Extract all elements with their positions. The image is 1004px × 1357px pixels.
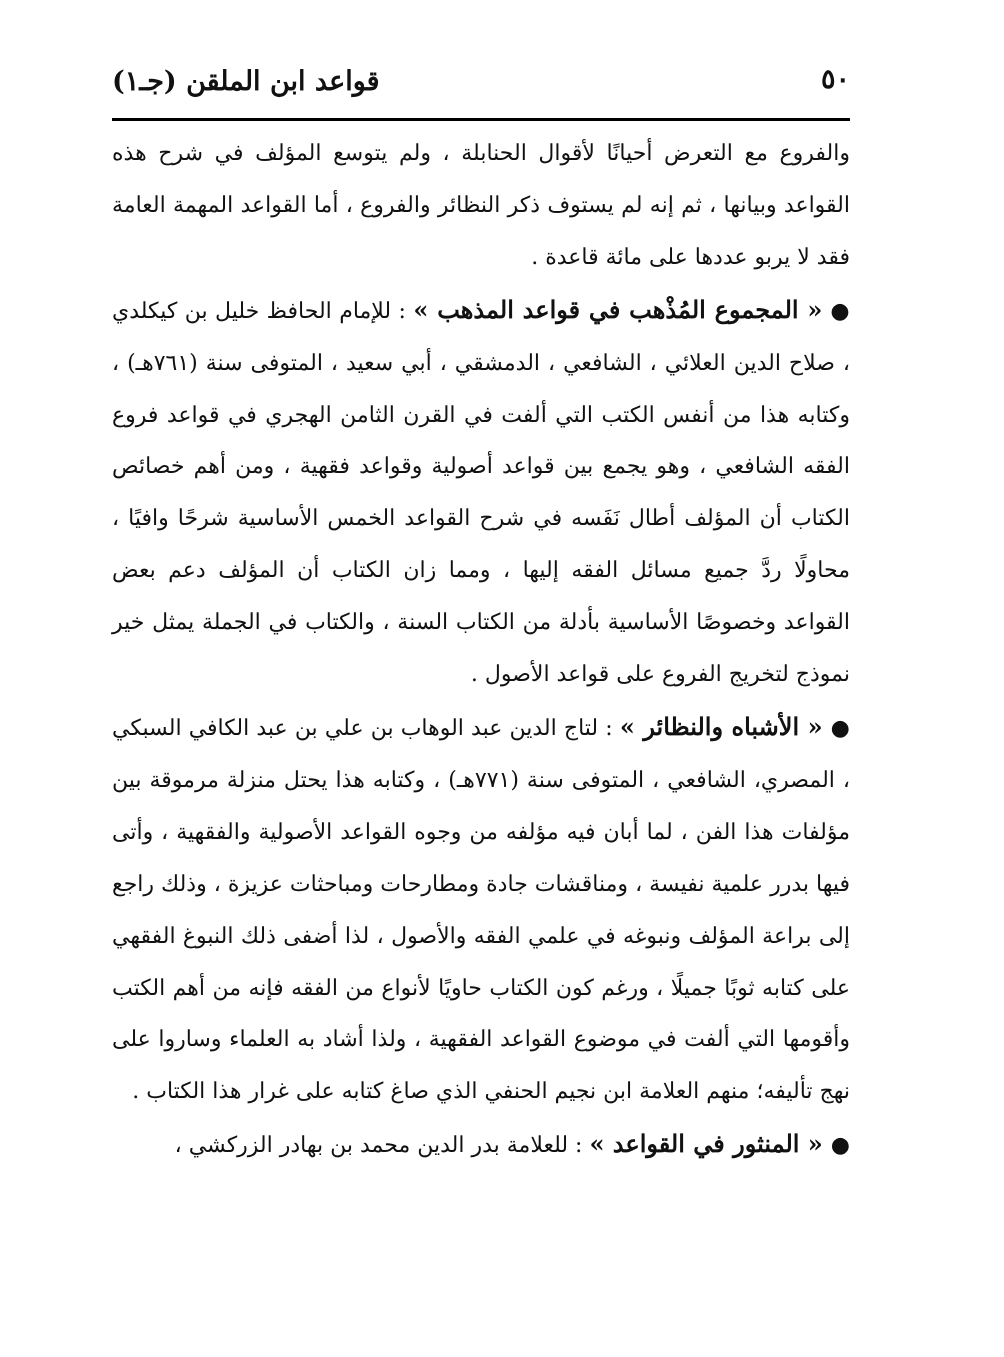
paragraph-1-text: والفروع مع التعرض أحيانًا لأقوال الحنابلة ، ولم يتوسع المؤلف في شرح هذه القواعد وبيانها ، ثم إنه لم يستوف ذكر النظائر والفروع ، أما القواعد المهمة العامة فقد لا يربو عددها على مائة قاعدة . <box>112 141 850 270</box>
body-text <box>112 128 850 1172</box>
paragraph-1 <box>112 128 850 284</box>
page-number: ٥٠ <box>820 64 850 95</box>
running-title: قواعد ابن الملقن (جـ١) <box>112 66 380 97</box>
header-divider <box>112 118 850 121</box>
bullet-icon: ● <box>830 715 850 741</box>
book-title-majmu: « المجموع المُذْهب في قواعد المذهب » <box>413 294 823 324</box>
paragraph-4 <box>112 1118 850 1172</box>
bullet-icon: ● <box>830 1133 850 1159</box>
bullet-icon: ● <box>830 298 851 324</box>
paragraph-2-text: : للإمام الحافظ خليل بن كيكلدي ، صلاح الدين العلائي ، الشافعي ، الدمشقي ، أبي سعيد ، المتوفى سنة (٧٦١هـ) ، وكتابه هذا من أنفس الكتب التي ألفت في القرن الثامن الهجري في قواعد فروع الفقه الشافعي ، وهو يجمع بين قواعد أصولية وقواعد فقهية ، ومن أهم خصائص الكتاب أن المؤلف أطال نَفَسه في شرح القواعد الخمس الأساسية شرحًا وافيًا ، محاولًا ردَّ جميع مسائل الفقه إليها ، ومما زان الكتاب أن المؤلف دعم بعض القواعد وخصوصًا الأساسية بأدلة من الكتاب السنة ، والكتاب في الجملة يمثل خير نموذج لتخريج الفروع على قواعد الأصول . <box>112 298 850 688</box>
book-title-manthur: « المنثور في القواعد » <box>589 1129 823 1159</box>
paragraph-2 <box>112 284 850 701</box>
paragraph-3-text: : لتاج الدين عبد الوهاب بن علي بن عبد الكافي السبكي ، المصري، الشافعي ، المتوفى سنة (٧٧١هـ) ، وكتابه هذا يحتل منزلة مرموقة بين مؤلفات هذا الفن ، لما أبان فيه مؤلفه من وجوه القواعد الأصولية والفقهية ، وأتى فيها بدرر علمية نفيسة ، ومناقشات جادة ومطارحات ومباحثات عزيزة ، وذلك راجع إلى براعة المؤلف ونبوغه في علمي الفقه والأصول ، لذا أضفى ذلك النبوغ الفقهي على كتابه ثوبًا جميلًا ، ورغم كون الكتاب حاويًا لأنواع من الفقه فإنه من أهم الكتب وأقومها التي ألفت في موضوع القواعد الفقهية ، ولذا أشاد به العلماء وساروا على نهج تأليفه؛ منهم العلامة ابن نجيم الحنفي الذي صاغ كتابه على غرار هذا الكتاب . <box>112 715 851 1105</box>
book-title-ashbah: « الأشباه والنظائر » <box>619 711 823 741</box>
page-header <box>112 62 850 110</box>
paragraph-4-text: : للعلامة بدر الدين محمد بن بهادر الزركشي ، <box>174 1133 590 1159</box>
paragraph-3 <box>112 701 850 1118</box>
